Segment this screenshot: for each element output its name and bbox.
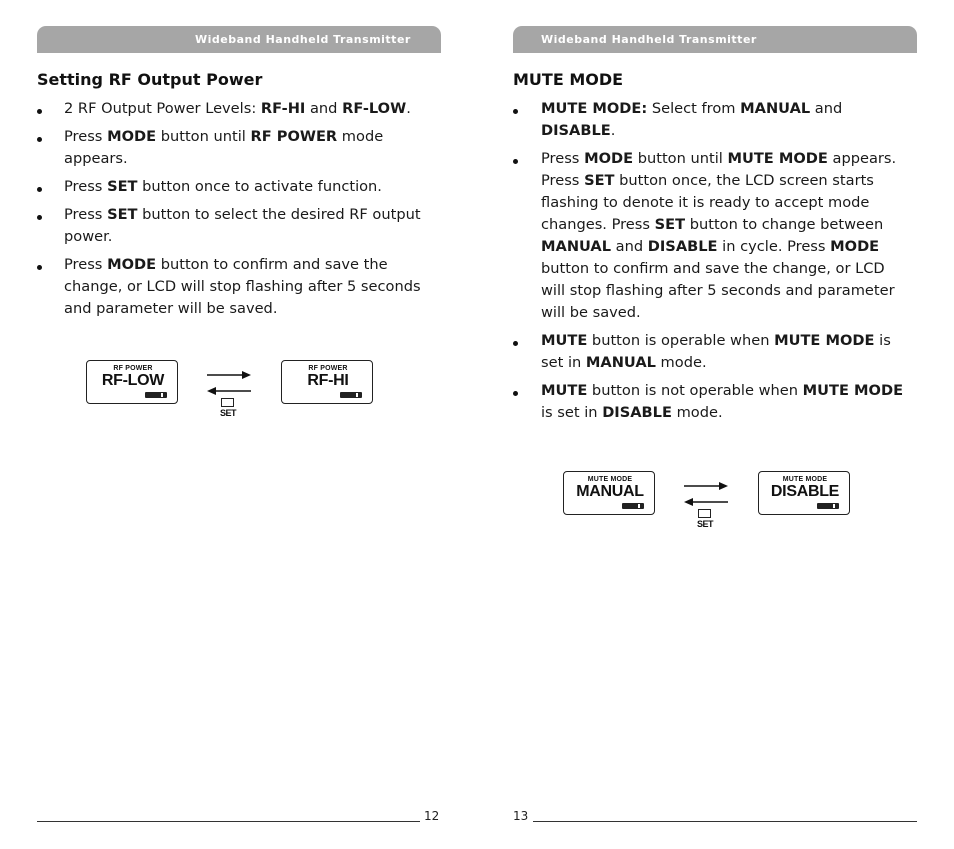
mute-mode-diagram (563, 471, 853, 541)
list-item: MUTE MODE: Select from MANUAL and DISABLE. (513, 98, 913, 142)
set-button-icon (220, 398, 238, 422)
page-header: Wideband Handheld Transmitter (37, 26, 441, 53)
button-icon (221, 398, 234, 407)
lcd-value: RF-LOW (101, 372, 165, 389)
lcd-display-rf-low (86, 360, 178, 404)
page-number: 12 (424, 809, 440, 823)
lcd-value: MANUAL (576, 483, 644, 500)
lcd-caption: MUTE MODE (782, 476, 828, 483)
section-title: MUTE MODE (513, 70, 624, 89)
list-item: 2 RF Output Power Levels: RF-HI and RF-LOW. (37, 98, 441, 120)
lcd-display-manual (563, 471, 655, 515)
cycle-arrows-icon (683, 479, 729, 509)
rf-power-diagram (86, 360, 376, 430)
lcd-value: RF-HI (307, 372, 349, 389)
footer-rule (533, 821, 917, 822)
battery-icon (145, 392, 167, 398)
set-label: SET (220, 408, 237, 418)
list-item: Press SET button to select the desired RF output power. (37, 204, 441, 248)
cycle-arrows-icon (206, 368, 252, 398)
lcd-value: DISABLE (770, 483, 840, 500)
list-item: Press MODE button until RF POWER mode appears. (37, 126, 441, 170)
lcd-display-disable (758, 471, 850, 515)
left-page (37, 0, 441, 849)
list-item: MUTE button is operable when MUTE MODE is set in MANUAL mode. (513, 330, 913, 374)
footer-rule (37, 821, 420, 822)
bullet-list (37, 98, 441, 326)
page-number: 13 (513, 809, 529, 823)
list-item: MUTE button is not operable when MUTE MODE is set in DISABLE mode. (513, 380, 913, 424)
bullet-list (513, 98, 913, 430)
set-button-icon (697, 509, 715, 533)
lcd-caption: RF POWER (308, 365, 348, 372)
battery-icon (817, 503, 839, 509)
lcd-caption: RF POWER (113, 365, 153, 372)
lcd-display-rf-hi (281, 360, 373, 404)
battery-icon (340, 392, 362, 398)
set-label: SET (697, 519, 714, 529)
battery-icon (622, 503, 644, 509)
section-title: Setting RF Output Power (37, 70, 263, 89)
page-header: Wideband Handheld Transmitter (513, 26, 917, 53)
right-page (513, 0, 917, 849)
button-icon (698, 509, 711, 518)
list-item: Press SET button once to activate function. (37, 176, 441, 198)
list-item: Press MODE button until MUTE MODE appears. Press SET button once, the LCD screen starts flashing to denote it is ready to accept mode changes. Press SET button to change between MANUAL and DISABLE in cycle. Press MODE button to confirm and save the change, or LCD will stop flashing after 5 seconds and parameter will be saved. (513, 148, 913, 324)
list-item: Press MODE button to confirm and save the change, or LCD will stop flashing after 5 seconds and parameter will be saved. (37, 254, 441, 320)
lcd-caption: MUTE MODE (587, 476, 633, 483)
